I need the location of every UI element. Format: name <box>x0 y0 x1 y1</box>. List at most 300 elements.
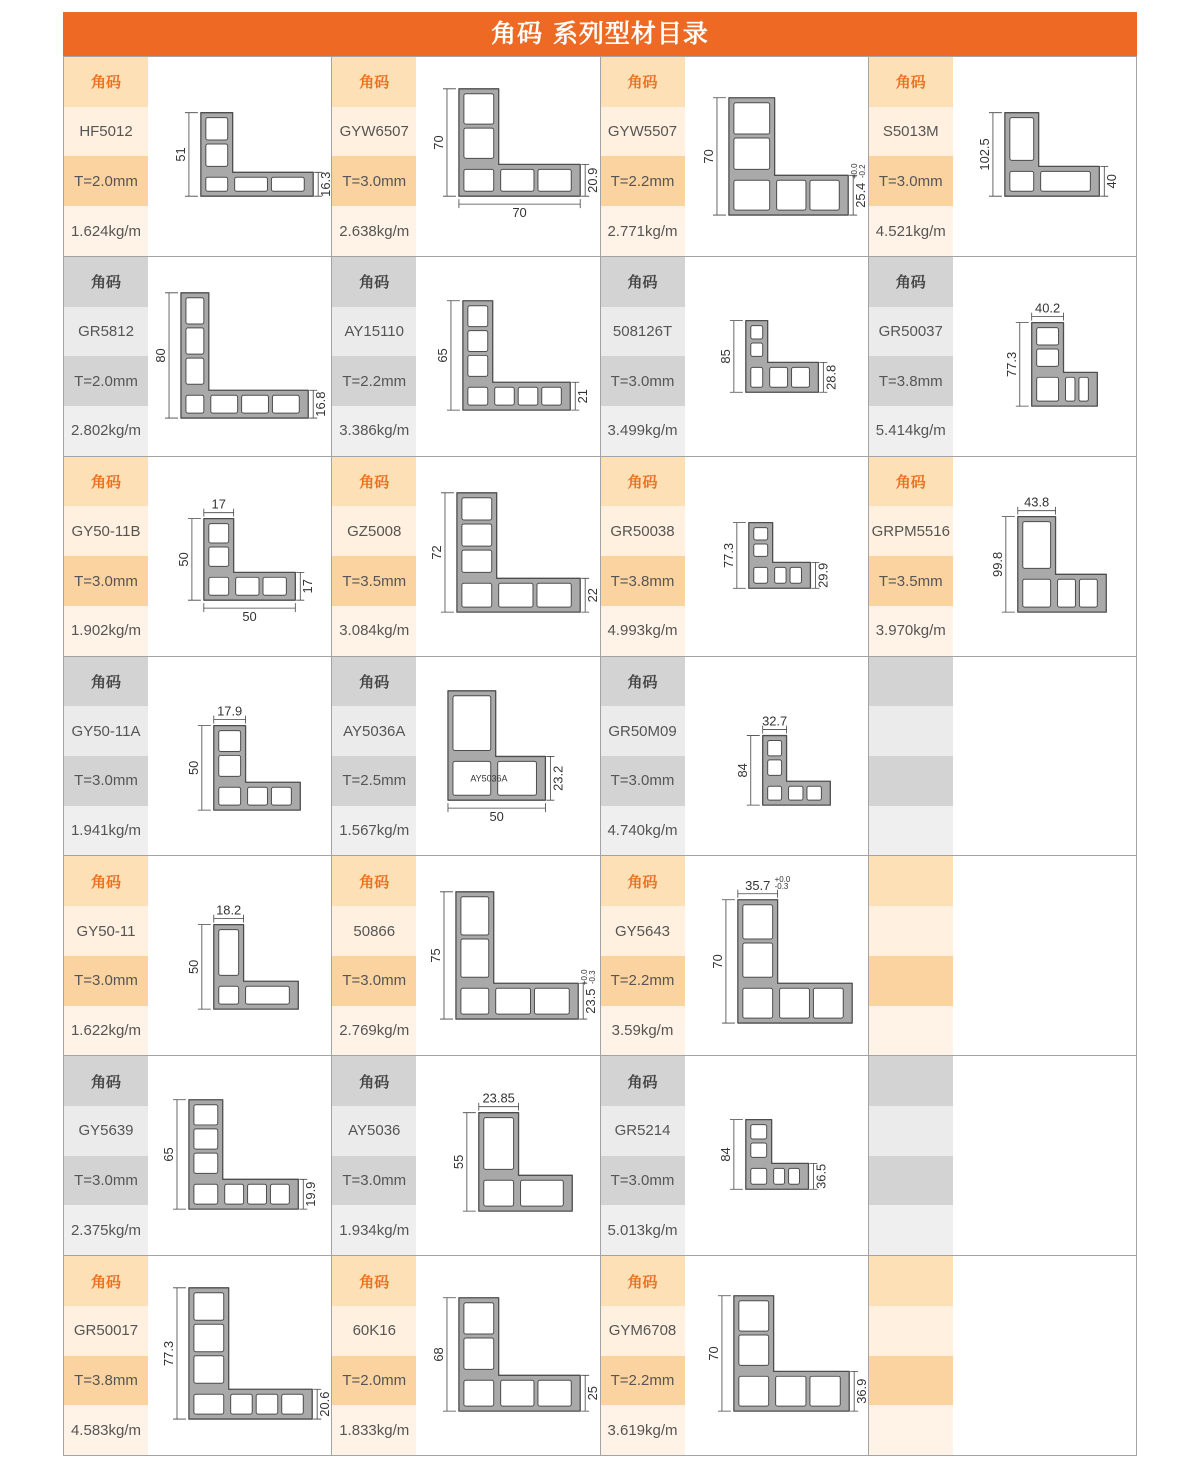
profile-chamber <box>484 1181 514 1207</box>
profile-chamber <box>495 387 515 405</box>
dimension-label: 17.9 <box>217 703 243 719</box>
profile-chamber <box>468 355 488 376</box>
profile-chamber <box>464 1338 494 1369</box>
spec-labels <box>601 856 685 1055</box>
profile-chamber <box>750 1143 766 1157</box>
profile-drawing-area <box>685 57 868 256</box>
profile-chamber <box>521 1181 564 1207</box>
category-label: 角码 <box>869 57 953 107</box>
category-label <box>869 657 953 707</box>
spec-labels <box>64 457 148 656</box>
unit-weight <box>869 806 953 856</box>
profile-drawing <box>148 657 331 856</box>
unit-weight: 3.59kg/m <box>601 1006 685 1056</box>
profile-drawing-area <box>416 457 599 656</box>
profile-chamber <box>468 387 488 405</box>
spec-labels <box>601 57 685 256</box>
category-label: 角码 <box>869 257 953 307</box>
category-label: 角码 <box>601 457 685 507</box>
profile-chamber <box>1010 171 1034 191</box>
profile-chamber <box>1010 118 1034 161</box>
profile-drawing-area <box>953 1056 1136 1255</box>
profile-chamber <box>538 169 571 191</box>
profile-drawing <box>416 856 599 1055</box>
model-number: GR50017 <box>64 1306 148 1356</box>
profile-drawing <box>953 57 1136 256</box>
profile-chamber <box>1036 377 1058 401</box>
profile-chamber <box>1023 521 1051 568</box>
dimension-label: -0.3 <box>774 882 788 892</box>
dimension-label: +0.0 <box>849 163 859 180</box>
unit-weight: 2.375kg/m <box>64 1205 148 1255</box>
model-number: AY5036 <box>332 1106 416 1156</box>
unit-weight: 5.414kg/m <box>869 406 953 456</box>
profile-chamber <box>194 1185 218 1205</box>
dimension-label: 65 <box>435 348 451 363</box>
dimension-label: 43.8 <box>1023 494 1049 510</box>
wall-thickness: T=3.0mm <box>601 756 685 806</box>
profile-chamber <box>468 306 488 327</box>
spec-labels <box>64 657 148 856</box>
profile-chamber <box>753 567 767 583</box>
profile-chamber <box>788 786 802 800</box>
wall-thickness: T=3.8mm <box>64 1356 148 1406</box>
wall-thickness: T=2.2mm <box>601 1356 685 1406</box>
profile-chamber <box>742 943 772 977</box>
profile-drawing-area <box>953 257 1136 456</box>
model-number: GY50-11 <box>64 906 148 956</box>
dimension-label: 77.3 <box>1003 351 1019 377</box>
category-label: 角码 <box>601 856 685 906</box>
profile-chamber <box>790 567 801 583</box>
catalog-item <box>868 456 1136 656</box>
spec-labels <box>869 457 953 656</box>
wall-thickness: T=3.0mm <box>332 1156 416 1206</box>
profile-chamber <box>272 395 299 413</box>
spec-labels <box>332 257 416 456</box>
spec-labels <box>869 57 953 256</box>
model-number: 50866 <box>332 906 416 956</box>
wall-thickness: T=3.0mm <box>64 1156 148 1206</box>
category-label: 角码 <box>64 856 148 906</box>
profile-drawing-area <box>685 856 868 1055</box>
profile-chamber <box>194 1105 218 1125</box>
model-number: 60K16 <box>332 1306 416 1356</box>
profile-chamber <box>464 1303 494 1334</box>
profile-chamber <box>733 138 769 169</box>
catalog-item <box>331 456 599 656</box>
profile-chamber <box>206 118 228 140</box>
profile-chamber <box>809 180 838 210</box>
dimension-label: 80 <box>153 348 169 363</box>
profile-drawing-area <box>148 1256 331 1455</box>
category-label: 角码 <box>332 1256 416 1306</box>
dimension-label: 22 <box>585 587 601 603</box>
unit-weight: 3.499kg/m <box>601 406 685 456</box>
profile-drawing <box>685 1256 868 1455</box>
profile-drawing-area <box>416 856 599 1055</box>
profile-drawing-area <box>953 457 1136 656</box>
wall-thickness: T=2.0mm <box>332 1356 416 1406</box>
wall-thickness: T=3.5mm <box>869 556 953 606</box>
profile-chamber <box>468 330 488 351</box>
profile-chamber <box>462 550 492 572</box>
dimension-label: 70 <box>705 1346 721 1361</box>
profile-drawing-area <box>953 657 1136 856</box>
spec-labels <box>332 57 416 256</box>
profile-chamber <box>774 567 785 583</box>
profile-chamber <box>1079 377 1088 401</box>
unit-weight <box>869 1205 953 1255</box>
model-number: HF5012 <box>64 107 148 157</box>
profile-chamber <box>186 328 204 354</box>
spec-labels <box>869 657 953 856</box>
profile-chamber <box>263 577 286 595</box>
profile-chamber <box>271 177 304 191</box>
dimension-label: 84 <box>734 762 750 778</box>
catalog-item <box>63 656 331 856</box>
catalog-item <box>600 56 868 256</box>
dimension-label: 70 <box>431 135 447 150</box>
profile-chamber <box>750 1169 766 1185</box>
profile-chamber <box>194 1129 218 1149</box>
dimension-label: 36.9 <box>853 1378 869 1404</box>
profile-chamber <box>791 367 809 387</box>
model-number: GYW6507 <box>332 107 416 157</box>
profile-chamber <box>461 939 489 977</box>
profile-chamber <box>501 169 534 191</box>
category-label: 角码 <box>869 457 953 507</box>
profile-chamber <box>282 1394 304 1414</box>
profile-chamber <box>779 989 809 1019</box>
spec-labels <box>601 1256 685 1455</box>
dimension-label: 77.3 <box>161 1341 177 1367</box>
profile-chamber <box>538 1380 571 1406</box>
model-number: GR50038 <box>601 506 685 556</box>
unit-weight: 4.740kg/m <box>601 806 685 856</box>
profile-chamber <box>742 905 772 939</box>
profile-chamber <box>738 1335 768 1365</box>
profile-chamber <box>813 989 843 1019</box>
dimension-label: 70 <box>700 149 716 164</box>
wall-thickness <box>869 956 953 1006</box>
profile-chamber <box>738 1376 768 1406</box>
profile-chamber <box>484 1118 514 1170</box>
category-label: 角码 <box>64 1256 148 1306</box>
profile-chamber <box>537 583 571 607</box>
wall-thickness: T=3.0mm <box>64 956 148 1006</box>
profile-chamber <box>236 577 259 595</box>
dimension-label: AY5036A <box>470 772 508 783</box>
catalog-item <box>63 256 331 456</box>
dimension-label: 72 <box>429 544 445 560</box>
spec-labels <box>332 856 416 1055</box>
dimension-label: -0.3 <box>588 970 598 985</box>
profile-drawing <box>685 1056 868 1255</box>
spec-labels <box>332 1056 416 1255</box>
dimension-label: 75 <box>428 948 444 964</box>
dimension-label: 36.5 <box>812 1164 828 1190</box>
category-label: 角码 <box>332 1056 416 1106</box>
profile-chamber <box>462 497 492 519</box>
dimension-label: 23.2 <box>550 765 566 791</box>
empty-catalog-item <box>868 855 1136 1055</box>
profile-drawing-area <box>416 657 599 856</box>
profile-chamber <box>1057 579 1075 607</box>
profile-chamber <box>194 1293 224 1321</box>
profile-chamber <box>1040 171 1090 191</box>
profile-chamber <box>453 695 491 750</box>
unit-weight: 4.993kg/m <box>601 606 685 656</box>
model-number: GRPM5516 <box>869 506 953 556</box>
wall-thickness: T=3.0mm <box>332 156 416 206</box>
profile-chamber <box>1036 327 1058 344</box>
category-label: 角码 <box>332 657 416 707</box>
profile-chamber <box>209 577 229 595</box>
model-number: GY50-11A <box>64 706 148 756</box>
profile-chamber <box>767 786 781 800</box>
catalog-item <box>600 1055 868 1255</box>
model-number: GYW5507 <box>601 107 685 157</box>
profile-chamber <box>806 786 820 800</box>
profile-drawing-area <box>416 1056 599 1255</box>
category-label: 角码 <box>64 257 148 307</box>
profile-chamber <box>742 989 772 1019</box>
dimension-label: 20.6 <box>317 1391 333 1417</box>
profile-chamber <box>753 544 767 556</box>
profile-chamber <box>542 387 562 405</box>
dimension-label: 50 <box>175 551 191 567</box>
profile-drawing <box>685 856 868 1055</box>
dimension-label: 50 <box>185 760 201 775</box>
profile-chamber <box>496 989 531 1015</box>
profile-chamber <box>206 144 228 166</box>
catalog-grid <box>63 56 1137 1456</box>
spec-labels <box>869 257 953 456</box>
profile-drawing <box>416 657 599 856</box>
unit-weight: 1.622kg/m <box>64 1006 148 1056</box>
profile-drawing <box>953 257 1136 456</box>
profile-chamber <box>461 897 489 935</box>
profile-chamber <box>464 94 494 124</box>
dimension-label: 50 <box>489 808 505 824</box>
profile-chamber <box>186 298 204 324</box>
profile-chamber <box>750 325 762 338</box>
profile-chamber <box>769 367 787 387</box>
category-label <box>869 1256 953 1306</box>
unit-weight: 4.583kg/m <box>64 1405 148 1455</box>
model-number: AY5036A <box>332 706 416 756</box>
model-number: GY5639 <box>64 1106 148 1156</box>
profile-chamber <box>750 1125 766 1139</box>
unit-weight: 2.771kg/m <box>601 206 685 256</box>
catalog-item <box>63 456 331 656</box>
profile-chamber <box>231 1394 253 1414</box>
profile-chamber <box>219 787 241 805</box>
wall-thickness: T=3.8mm <box>869 356 953 406</box>
profile-drawing <box>685 457 868 656</box>
dimension-label: 23.85 <box>482 1091 516 1107</box>
dimension-label: 85 <box>717 349 733 364</box>
spec-labels <box>869 1056 953 1255</box>
model-number: 508126T <box>601 307 685 357</box>
profile-chamber <box>209 547 229 566</box>
catalog-item <box>331 1255 599 1455</box>
dimension-label: +0.0 <box>774 875 790 885</box>
profile-chamber <box>809 1376 839 1406</box>
unit-weight: 3.970kg/m <box>869 606 953 656</box>
dimension-label: +0.0 <box>580 969 590 986</box>
dimension-label: 35.7 <box>744 878 770 894</box>
profile-drawing-area <box>685 1056 868 1255</box>
wall-thickness: T=2.2mm <box>601 156 685 206</box>
profile-chamber <box>235 177 268 191</box>
profile-drawing <box>685 57 868 256</box>
model-number: GY50-11B <box>64 506 148 556</box>
profile-drawing <box>148 57 334 256</box>
wall-thickness: T=3.0mm <box>601 1156 685 1206</box>
profile-chamber <box>775 1376 805 1406</box>
profile-drawing <box>685 257 868 456</box>
profile-chamber <box>219 987 239 1005</box>
unit-weight: 5.013kg/m <box>601 1205 685 1255</box>
profile-chamber <box>242 395 269 413</box>
profile-chamber <box>219 730 241 751</box>
profile-drawing-area <box>953 856 1136 1055</box>
wall-thickness: T=2.5mm <box>332 756 416 806</box>
profile-chamber <box>535 989 570 1015</box>
profile-chamber <box>733 103 769 134</box>
profile-drawing <box>416 1056 599 1255</box>
category-label: 角码 <box>601 657 685 707</box>
profile-drawing-area <box>685 657 868 856</box>
dimension-label: 77.3 <box>720 542 736 568</box>
profile-chamber <box>499 583 533 607</box>
dimension-label: 102.5 <box>976 138 992 171</box>
profile-chamber <box>186 395 204 413</box>
model-number: GR50M09 <box>601 706 685 756</box>
dimension-label: 28.8 <box>822 364 838 390</box>
model-number: GYM6708 <box>601 1306 685 1356</box>
dimension-label: 19.9 <box>303 1181 319 1208</box>
dimension-label: 16.3 <box>318 171 334 197</box>
category-label: 角码 <box>601 1056 685 1106</box>
model-number <box>869 906 953 956</box>
category-label: 角码 <box>64 57 148 107</box>
dimension-label: 40.2 <box>1034 300 1060 316</box>
profile-chamber <box>194 1394 224 1414</box>
dimension-label: 50 <box>185 960 201 975</box>
catalog-item <box>868 56 1136 256</box>
unit-weight: 1.567kg/m <box>332 806 416 856</box>
dimension-label: 25.4 <box>852 182 868 208</box>
catalog-item <box>63 1055 331 1255</box>
catalog-item <box>63 855 331 1055</box>
profile-drawing-area <box>148 1056 331 1255</box>
dimension-label: -0.2 <box>857 164 867 179</box>
profile-drawing <box>953 457 1136 656</box>
wall-thickness: T=3.0mm <box>64 756 148 806</box>
spec-labels <box>869 1256 953 1455</box>
profile-drawing <box>148 257 331 456</box>
profile-chamber <box>194 1153 218 1173</box>
profile-chamber <box>1065 377 1074 401</box>
model-number <box>869 706 953 756</box>
category-label: 角码 <box>332 57 416 107</box>
wall-thickness: T=3.8mm <box>601 556 685 606</box>
category-label <box>869 856 953 906</box>
unit-weight: 1.934kg/m <box>332 1205 416 1255</box>
unit-weight: 3.619kg/m <box>601 1405 685 1455</box>
profile-drawing <box>416 457 599 656</box>
profile-chamber <box>1023 579 1051 607</box>
empty-catalog-item <box>868 1255 1136 1455</box>
catalog-item <box>331 256 599 456</box>
profile-chamber <box>767 740 781 755</box>
spec-labels <box>64 57 148 256</box>
unit-weight <box>869 1006 953 1056</box>
profile-drawing-area <box>416 1256 599 1455</box>
dimension-label: 17 <box>211 496 226 512</box>
profile-drawing <box>416 1256 599 1455</box>
dimension-label: 18.2 <box>216 903 242 919</box>
profile-chamber <box>186 358 204 384</box>
catalog-item <box>63 56 334 256</box>
profile-drawing <box>148 1056 331 1255</box>
model-number: AY15110 <box>332 307 416 357</box>
profile-drawing <box>148 856 331 1055</box>
unit-weight: 3.084kg/m <box>332 606 416 656</box>
spec-labels <box>64 1256 148 1455</box>
profile-drawing-area <box>416 57 599 256</box>
catalog-item <box>331 1055 599 1255</box>
profile-chamber <box>246 987 290 1005</box>
spec-labels <box>332 657 416 856</box>
category-label: 角码 <box>601 57 685 107</box>
profile-chamber <box>753 527 767 539</box>
dimension-label: 50 <box>242 608 257 624</box>
empty-catalog-item <box>868 1055 1136 1255</box>
unit-weight: 2.802kg/m <box>64 406 148 456</box>
spec-labels <box>601 657 685 856</box>
spec-labels <box>869 856 953 1055</box>
profile-drawing-area <box>148 57 334 256</box>
category-label <box>869 1056 953 1106</box>
category-label: 角码 <box>64 1056 148 1106</box>
profile-chamber <box>194 1324 224 1352</box>
category-label: 角码 <box>332 457 416 507</box>
profile-chamber <box>270 1185 289 1205</box>
unit-weight <box>869 1405 953 1455</box>
profile-chamber <box>773 1169 784 1185</box>
profile-drawing-area <box>685 257 868 456</box>
profile-chamber <box>462 524 492 546</box>
dimension-label: 84 <box>717 1147 733 1162</box>
profile-chamber <box>248 787 268 805</box>
profile-drawing-area <box>685 1256 868 1455</box>
unit-weight: 2.769kg/m <box>332 1006 416 1056</box>
category-label: 角码 <box>601 257 685 307</box>
profile-chamber <box>1079 579 1097 607</box>
dimension-label: 65 <box>161 1147 177 1162</box>
dimension-label: 70 <box>709 954 725 969</box>
profile-drawing-area <box>148 657 331 856</box>
profile-chamber <box>501 1380 534 1406</box>
catalog-item <box>600 1255 868 1455</box>
wall-thickness <box>869 756 953 806</box>
unit-weight: 2.638kg/m <box>332 206 416 256</box>
spec-labels <box>332 457 416 656</box>
